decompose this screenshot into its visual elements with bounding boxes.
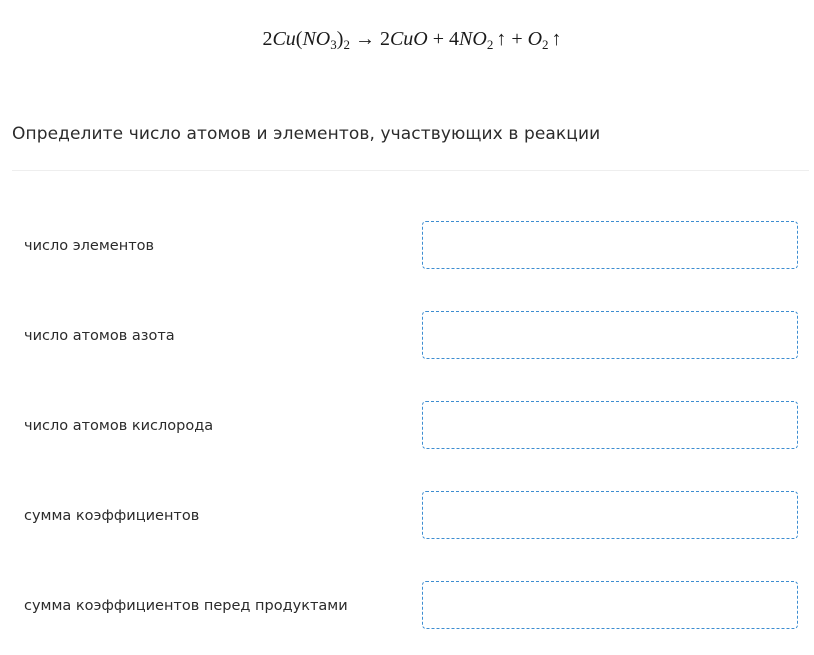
field-row-product-coefficient-sum	[0, 581, 814, 631]
product3-subscript: 2	[542, 37, 549, 52]
product3: O	[527, 28, 543, 50]
reactant-coefficient: 2	[262, 28, 273, 50]
field-row-nitrogen	[0, 311, 814, 361]
plus-sign-2: +	[511, 28, 523, 50]
plus-sign-1: +	[432, 28, 445, 50]
answer-input-coefficient-sum[interactable]	[422, 491, 798, 539]
reactant-cu: Cu	[272, 28, 296, 50]
product1: CuO	[389, 28, 428, 50]
reaction-equation: $2Cu(NO_3)_2 \to 2CuO + 4NO_2$ ↑ + $O_2$ ↑	[262, 28, 562, 52]
reactant-group-subscript: 3	[330, 37, 337, 52]
field-row-oxygen	[0, 401, 814, 451]
product1-coefficient: 2	[379, 28, 390, 50]
product2: NO	[459, 28, 487, 50]
reactant-group-count: 2	[343, 37, 350, 52]
field-row-coefficient-sum	[0, 491, 814, 541]
product2-coefficient: 4	[449, 28, 460, 50]
answer-input-product-coefficient-sum[interactable]	[422, 581, 798, 629]
field-label-product-coefficient-sum: сумма коэффициентов перед продуктами	[24, 598, 348, 614]
product2-subscript: 2	[486, 37, 494, 52]
divider	[12, 170, 809, 171]
reactant-group: NO	[302, 28, 331, 50]
gas-arrow-icon-2: ↑	[551, 28, 562, 50]
field-label-nitrogen: число атомов азота	[24, 328, 175, 344]
answer-input-elements[interactable]	[422, 221, 798, 269]
gas-arrow-icon-1: ↑	[496, 28, 507, 50]
field-label-elements: число элементов	[24, 238, 155, 254]
field-row-elements	[0, 221, 814, 271]
field-label-coefficient-sum: сумма коэффициентов	[24, 508, 200, 524]
question-text: Определите число атомов и элементов, участвующих в реакции	[12, 124, 601, 144]
field-label-oxygen: число атомов кислорода	[24, 418, 214, 434]
reaction-arrow: →	[354, 28, 375, 50]
answer-input-oxygen[interactable]	[422, 401, 798, 449]
answer-input-nitrogen[interactable]	[422, 311, 798, 359]
